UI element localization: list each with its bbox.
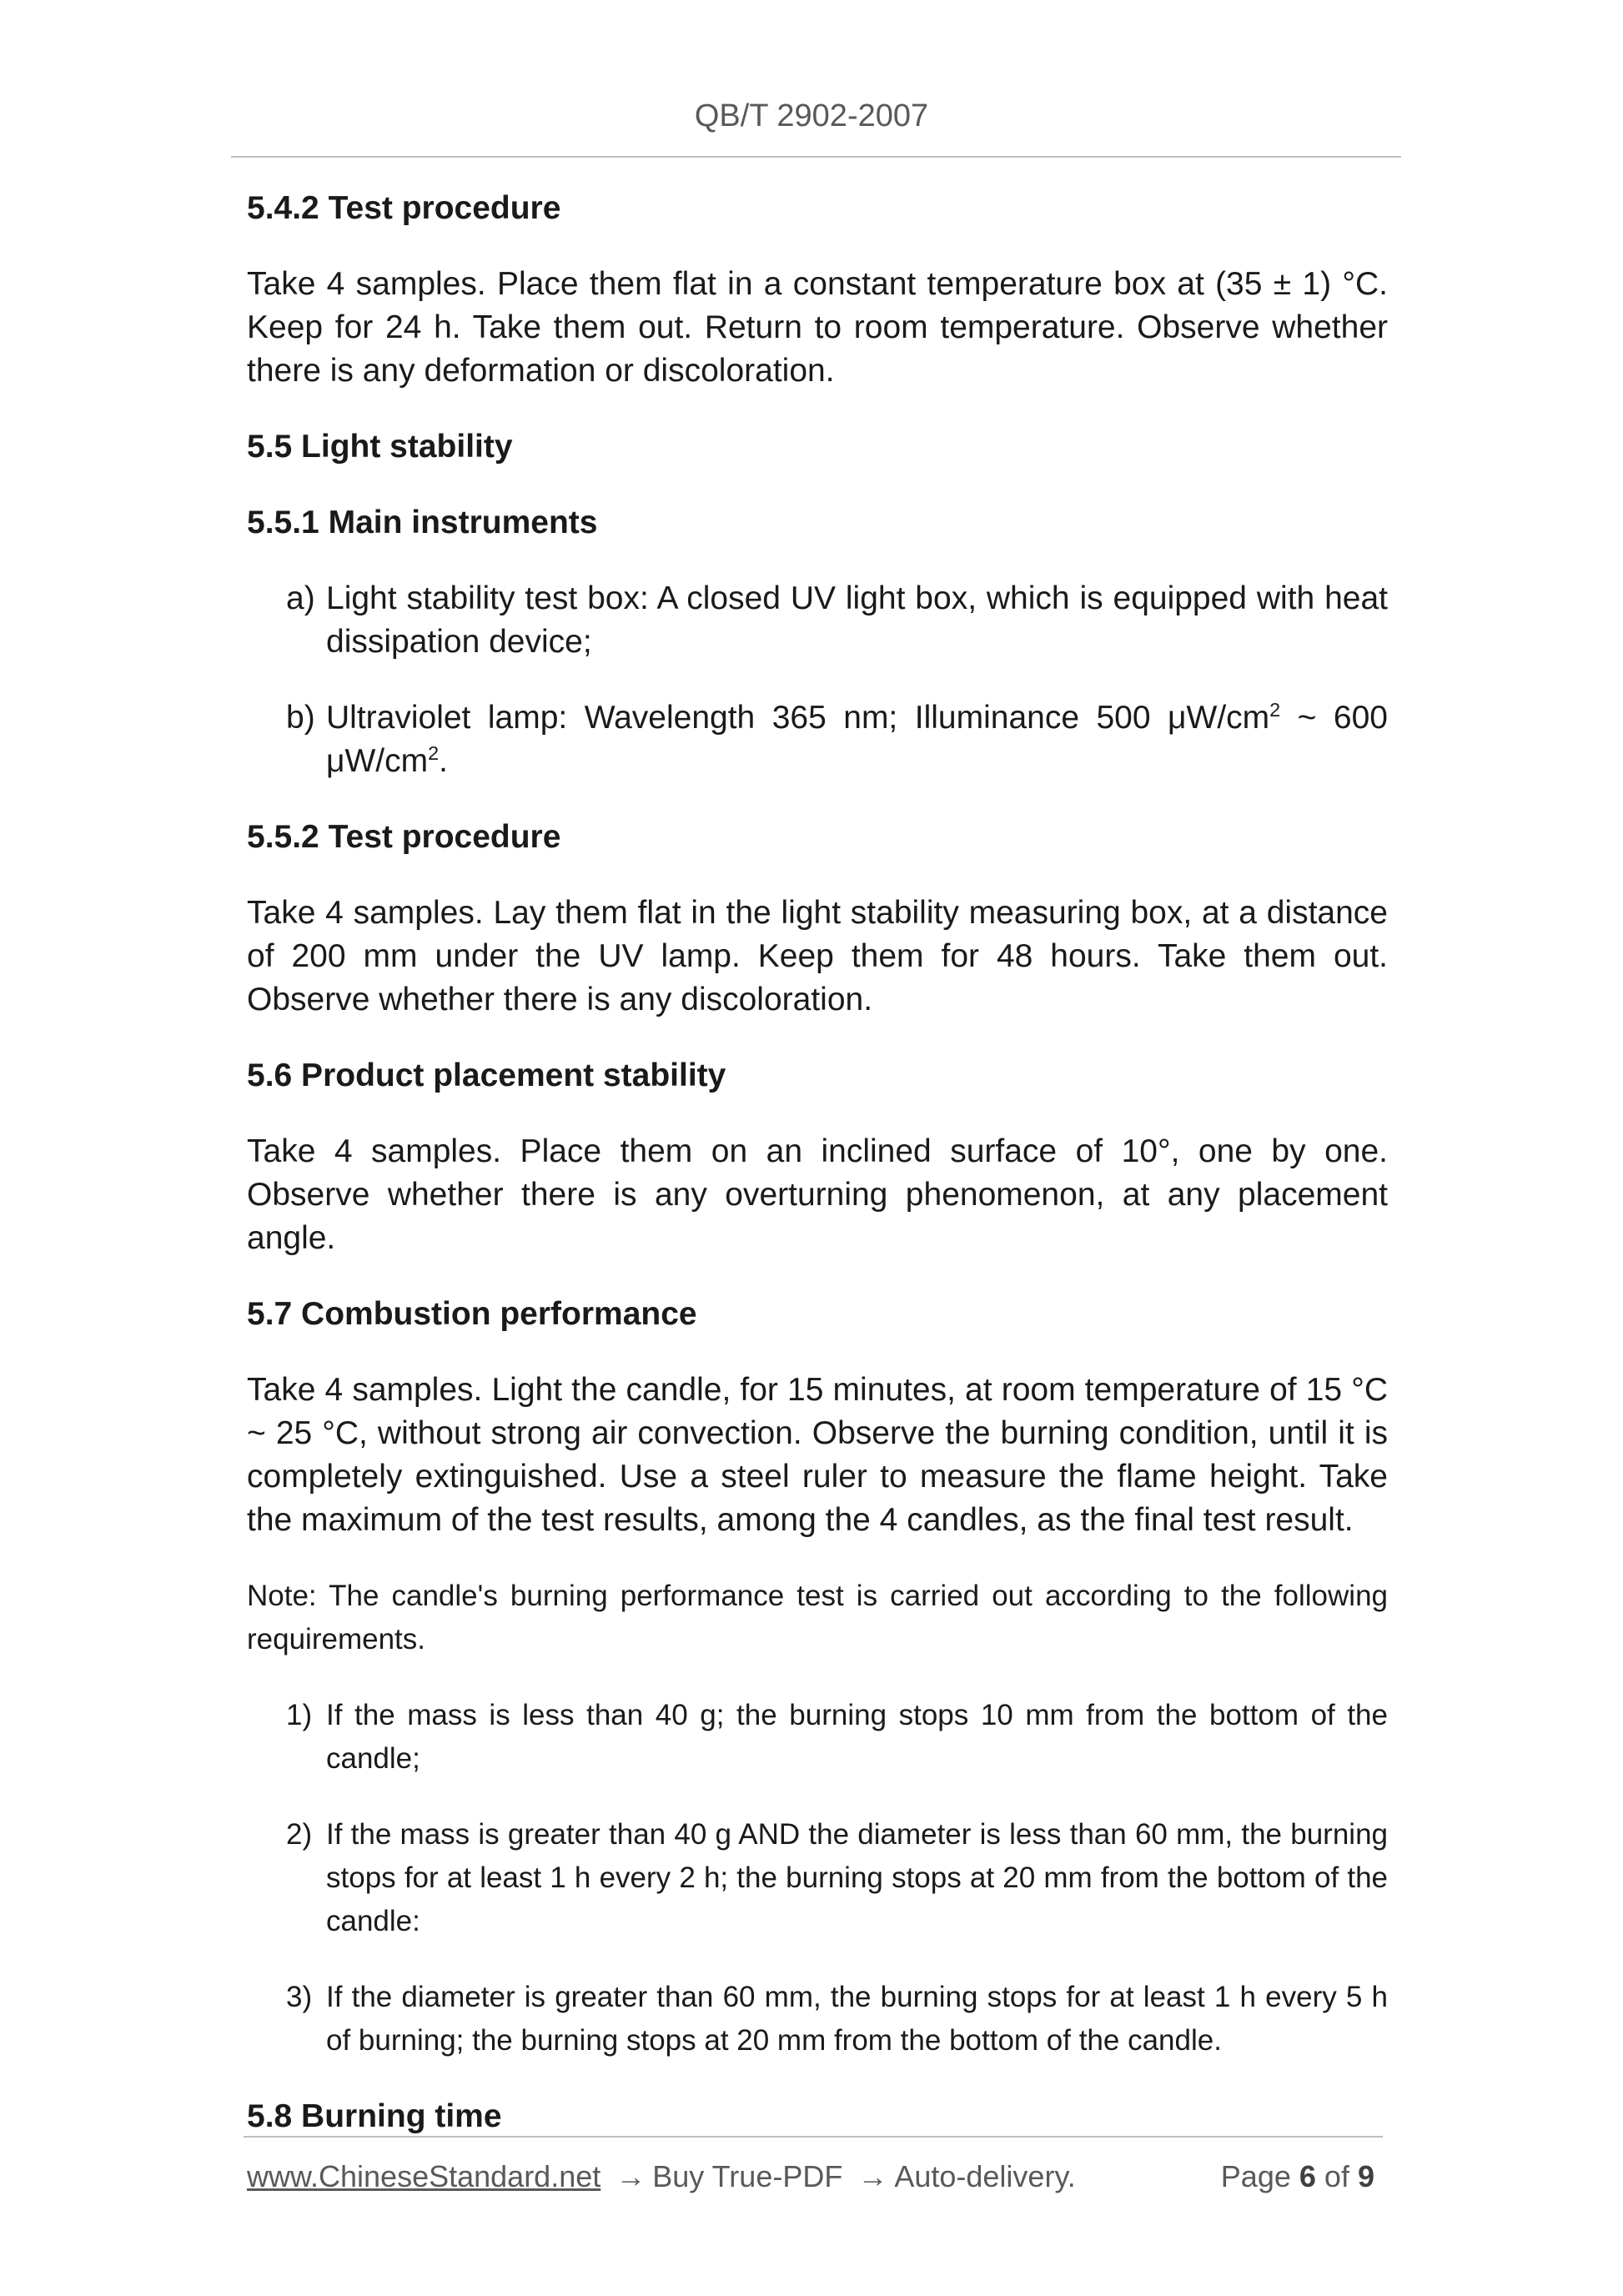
page-header bbox=[0, 98, 1623, 134]
footer-promo bbox=[247, 2159, 1076, 2194]
page-current: 6 bbox=[1299, 2159, 1316, 2193]
list-text-part: . bbox=[439, 743, 448, 779]
section-heading-5-4-2: 5.4.2 Test procedure bbox=[247, 190, 561, 226]
section-heading-5-5-1: 5.5.1 Main instruments bbox=[247, 505, 598, 540]
page-content bbox=[247, 187, 1388, 2171]
note-list-item-3 bbox=[286, 1976, 1388, 2062]
list-marker: 2) bbox=[286, 1818, 313, 1851]
list-text-part: Ultraviolet lamp: Wavelength 365 nm; Illuminance 500 μW/cm bbox=[326, 700, 1270, 736]
section-text-5-4-2: Take 4 samples. Place them flat in a constant temperature box at (35 ± 1) °C. Keep for 24 h. Take them out. Return to room temperature. Observe whether there is any deformation or discoloration. bbox=[247, 266, 1388, 389]
list-text: If the diameter is greater than 60 mm, the burning stops for at least 1 h every 5 h of burning; the burning stops at 20 mm from the bottom of the candle. bbox=[326, 1981, 1388, 2057]
list-text: If the mass is greater than 40 g AND the diameter is less than 60 mm, the burning stops for at least 1 h every 2 h; the burning stops at 20 mm from the bottom of the candle: bbox=[326, 1818, 1388, 1937]
list-item-a bbox=[286, 577, 1388, 664]
list-text bbox=[326, 696, 1388, 783]
list-marker: a) bbox=[286, 580, 315, 616]
list-marker: 1) bbox=[286, 1699, 313, 1731]
section-text-5-5-2: Take 4 samples. Lay them flat in the light stability measuring box, at a distance of 200 mm under the UV lamp. Keep them for 48 hours. Take them out. Observe whether there is any discoloration. bbox=[247, 895, 1388, 1017]
footer-divider bbox=[244, 2136, 1383, 2138]
delivery-text: Auto-delivery. bbox=[894, 2159, 1076, 2193]
note-text: Note: The candle's burning performance test is carried out according to the following requirements. bbox=[247, 1580, 1388, 1655]
page-number bbox=[1221, 2159, 1374, 2194]
page-footer bbox=[247, 2159, 1374, 2194]
list-marker: 3) bbox=[286, 1981, 313, 2013]
note-list-item-1 bbox=[286, 1694, 1388, 1781]
note-list-item-2 bbox=[286, 1813, 1388, 1943]
section-heading-5-7: 5.7 Combustion performance bbox=[247, 1296, 697, 1332]
section-heading-5-6: 5.6 Product placement stability bbox=[247, 1058, 726, 1093]
list-text-part: ~ 600 μW/cm bbox=[326, 700, 1388, 779]
superscript: 2 bbox=[428, 742, 440, 764]
arrow-right-icon: → bbox=[616, 2159, 646, 2193]
list-marker: b) bbox=[286, 700, 315, 736]
list-text: Light stability test box: A closed UV light box, which is equipped with heat dissipation device; bbox=[326, 580, 1388, 660]
section-heading-5-5: 5.5 Light stability bbox=[247, 429, 513, 465]
section-text-5-7: Take 4 samples. Light the candle, for 15 minutes, at room temperature of 15 °C ~ 25 °C, without strong air convection. Observe the burning condition, until it is completely extinguished. Use a steel ruler to measure the flame height. Take the maximum of the test results, among the 4 candles, as the final test result. bbox=[247, 1372, 1388, 1538]
superscript: 2 bbox=[1269, 699, 1281, 721]
page-of: of bbox=[1324, 2159, 1349, 2193]
list-text: If the mass is less than 40 g; the burning stops 10 mm from the bottom of the candle; bbox=[326, 1699, 1388, 1775]
website-link[interactable]: www.ChineseStandard.net bbox=[247, 2159, 601, 2193]
page-label: Page bbox=[1220, 2159, 1291, 2193]
arrow-right-icon: → bbox=[857, 2159, 888, 2193]
buy-text: Buy True-PDF bbox=[652, 2159, 843, 2193]
list-item-b bbox=[286, 696, 1388, 783]
page-total: 9 bbox=[1357, 2159, 1374, 2193]
header-divider bbox=[231, 156, 1401, 158]
section-heading-5-8: 5.8 Burning time bbox=[247, 2098, 502, 2134]
standard-code: QB/T 2902-2007 bbox=[694, 98, 929, 133]
section-heading-5-5-2: 5.5.2 Test procedure bbox=[247, 819, 561, 855]
section-text-5-6: Take 4 samples. Place them on an inclined surface of 10°, one by one. Observe whether there is any overturning phenomenon, at any placement angle. bbox=[247, 1133, 1388, 1256]
